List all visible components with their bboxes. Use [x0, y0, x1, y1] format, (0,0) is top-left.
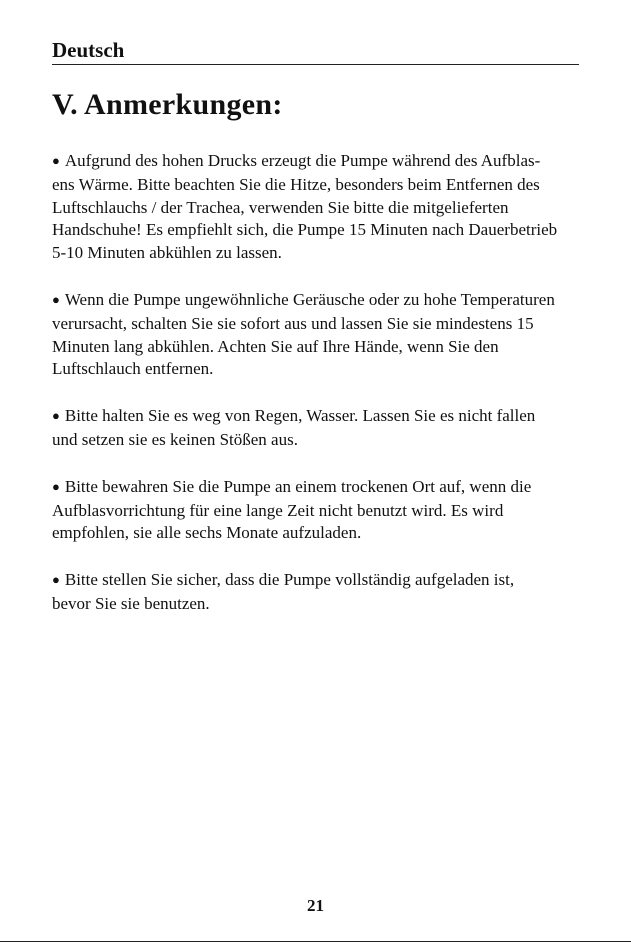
section-header	[52, 38, 579, 65]
note-item	[52, 150, 584, 265]
page-title: V. Anmerkungen:	[52, 88, 283, 121]
bullet-icon	[52, 290, 65, 309]
note-item	[52, 569, 584, 616]
note-text: Wenn die Pumpe ungewöhnliche Geräusche oder zu hohe Temperaturen verursacht, schalten Sie sie sofort aus und lassen Sie sie mindestens 15 Minuten lang abkühlen. Achten Sie auf Ihre Hände, wenn Sie den Luftschlauch entfernen.	[52, 289, 555, 379]
note-text: Bitte halten Sie es weg von Regen, Wasser. Lassen Sie es nicht fallen und setzen sie es keinen Stößen aus.	[52, 406, 536, 449]
bullet-icon	[52, 151, 65, 170]
note-text: Bitte stellen Sie sicher, dass die Pumpe vollständig aufgeladen ist, bevor Sie sie benutzen.	[52, 570, 515, 613]
note-item	[52, 476, 584, 545]
note-item	[52, 405, 584, 452]
bullet-icon	[52, 570, 65, 589]
note-text: Bitte bewahren Sie die Pumpe an einem trockenen Ort auf, wenn die Aufblasvorrichtung für eine lange Zeit nicht benutzt wird. Es wird empfohlen, sie alle sechs Monate aufzuladen.	[52, 476, 532, 543]
notes-list	[52, 150, 584, 640]
bullet-icon	[52, 406, 65, 425]
bottom-divider	[0, 941, 631, 942]
language-label: Deutsch	[52, 38, 125, 62]
page-number: 21	[307, 896, 324, 915]
bullet-icon	[52, 477, 65, 496]
note-text: Aufgrund des hohen Drucks erzeugt die Pumpe während des Aufblas- ens Wärme. Bitte beachten Sie die Hitze, besonders beim Entfernen des Luftschlauchs / der Trachea, verwenden Sie bitte die mitgelieferten Handschuhe! Es empfiehlt sich, die Pumpe 15 Minuten nach Dauerbetrieb 5-10 Minuten abkühlen zu lassen.	[52, 151, 558, 263]
note-item	[52, 289, 584, 381]
